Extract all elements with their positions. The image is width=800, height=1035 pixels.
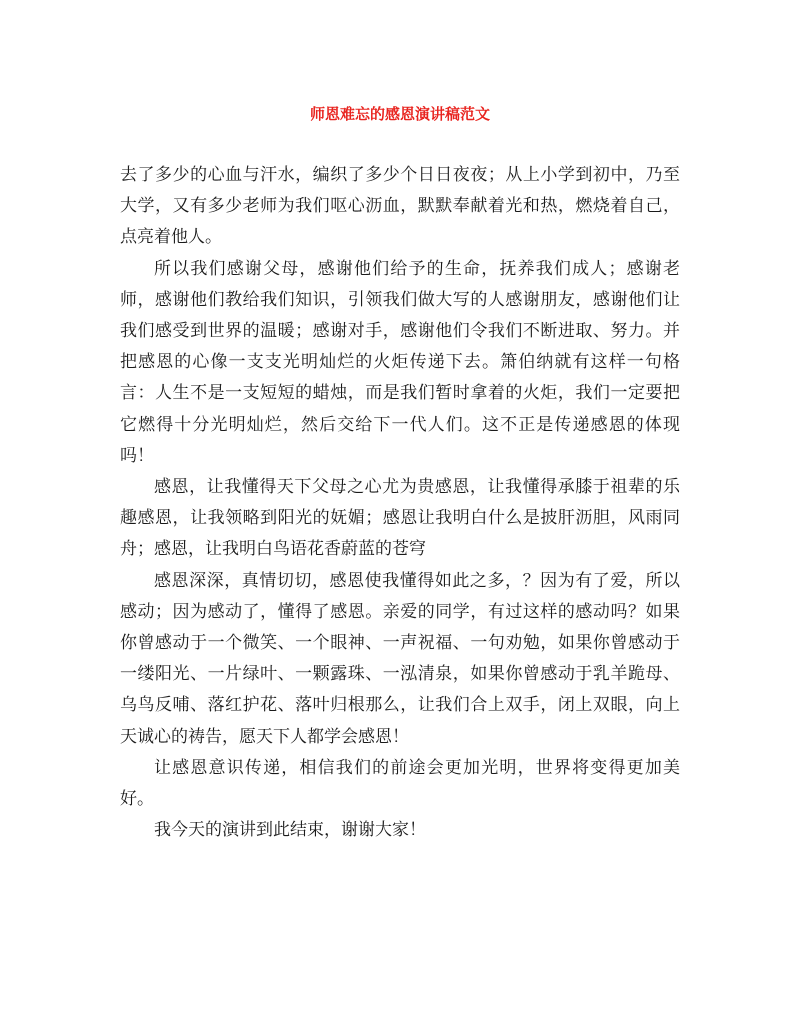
paragraph-4: 感恩深深，真情切切，感恩使我懂得如此之多，？因为有了爱，所以感动；因为感动了，懂得了感恩。亲爱的同学，有过这样的感动吗？如果你曾感动于一个微笑、一个眼神、一声祝福、一句劝勉，如果你曾感动于一缕阳光、一片绿叶、一颗露珠、一泓清泉，如果你曾感动于乳羊跪母、乌鸟反哺、落红护花、落叶归根那么，让我们合上双手，闭上双眼，向上天诚心的祷告，愿天下人都学会感恩！ (120, 570, 680, 747)
paragraph-2: 所以我们感谢父母，感谢他们给予的生命，抚养我们成人；感谢老师，感谢他们教给我们知识，引领我们做大写的人感谢朋友，感谢他们让我们感受到世界的温暖；感谢对手，感谢他们令我们不断进取、努力。并把感恩的心像一支支光明灿烂的火炬传递下去。箫伯纳就有这样一句格言：人生不是一支短短的蜡烛，而是我们暂时拿着的火炬，我们一定要把它燃得十分光明灿烂，然后交给下一代人们。这不正是传递感恩的体现吗！ (120, 258, 680, 466)
document-body (120, 160, 680, 846)
paragraph-3: 感恩，让我懂得天下父母之心尤为贵感恩，让我懂得承膝于祖辈的乐趣感恩，让我领略到阳光的妩媚；感恩让我明白什么是披肝沥胆，风雨同舟；感恩，让我明白鸟语花香蔚蓝的苍穹 (120, 477, 680, 560)
paragraph-5: 让感恩意识传递，相信我们的前途会更加光明，世界将变得更加美好。 (120, 757, 680, 810)
paragraph-1: 去了多少的心血与汗水，编织了多少个日日夜夜；从上小学到初中，乃至大学，又有多少老师为我们呕心沥血，默默奉献着光和热，燃烧着自己，点亮着他人。 (120, 165, 680, 248)
paragraph-6: 我今天的演讲到此结束，谢谢大家！ (154, 820, 426, 841)
document-title: 师恩难忘的感恩演讲稿范文 (309, 105, 490, 123)
